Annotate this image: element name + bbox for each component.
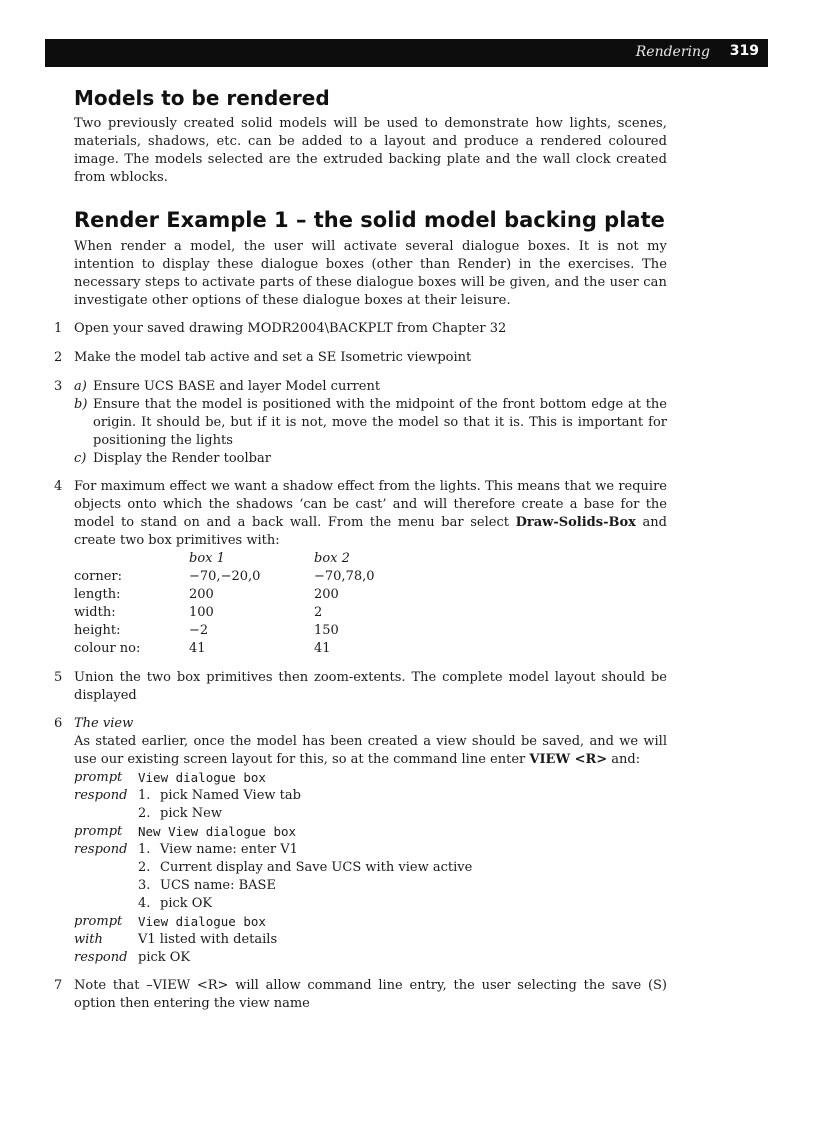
table-cell: colour no: (74, 641, 141, 656)
table-row (74, 604, 375, 622)
render-intro-paragraph: When render a model, the user will activate several dialogue boxes. It is not my intention to display these dialogue boxes (other than Render) in the exercises. The necessary steps to activate parts of these dialogue boxes will be given, and the user can investigate other options of these dialogue boxes at their leisure. (74, 239, 667, 308)
step-number: 4 (54, 479, 63, 494)
step-text: Make the model tab active and set a SE Isometric viewpoint (74, 350, 472, 365)
step-1 (54, 320, 667, 338)
step-text: As stated earlier, once the model has been created a view should be saved, and we will use our existing screen layout for this, so at the command line enter (74, 734, 667, 767)
sub-letter: c) (74, 451, 87, 466)
list-text: pick Named View tab (160, 788, 301, 803)
step-3b (74, 396, 667, 450)
step-6-title: The view (74, 716, 134, 731)
dialogue-key: prompt (74, 914, 123, 929)
step-number: 1 (54, 321, 63, 336)
dialogue-key: prompt (74, 770, 123, 785)
dialogue-value (138, 787, 472, 823)
command-view: VIEW <R> (529, 752, 608, 767)
table-row (74, 622, 375, 640)
list-text: pick New (160, 806, 222, 821)
step-text-end: and create two box primitives with: (74, 515, 668, 548)
table-cell: height: (74, 623, 121, 638)
dialogue-value (138, 841, 472, 913)
dialogue-row (74, 913, 472, 931)
table-cell: 100 (189, 605, 214, 620)
dialogue-row (74, 769, 472, 787)
section-heading-models: Models to be rendered (74, 86, 330, 110)
table-cell: corner: (74, 569, 122, 584)
dialogue-value: View dialogue box (138, 770, 266, 785)
table-cell: −70,78,0 (314, 569, 375, 584)
step-text-end: and: (607, 752, 641, 767)
box-primitives-table (74, 550, 375, 658)
dialogue-row (74, 823, 472, 841)
step-text: Note that –VIEW <R> will allow command line entry, the user selecting the save (S) option then entering the view name (74, 978, 667, 1011)
table-row (74, 640, 375, 658)
table-cell: −70,−20,0 (189, 569, 261, 584)
section-heading-render-example: Render Example 1 – the solid model backing plate (74, 208, 665, 232)
list-number: 1. (138, 788, 151, 803)
table-header-cell: box 2 (314, 551, 350, 566)
page-content (54, 85, 668, 1013)
menu-command: Draw-Solids-Box (515, 515, 636, 530)
table-row (74, 586, 375, 604)
step-2 (54, 349, 667, 367)
list-text: View name: enter V1 (160, 842, 298, 857)
table-cell: −2 (189, 623, 209, 638)
models-paragraph: Two previously created solid models will be used to demonstrate how lights, scenes, materials, shadows, etc. can be added to a layout and produce a rendered coloured image. The models selected are the extruded backing plate and the wall clock created from wblocks. (74, 116, 667, 185)
dialogue-key: respond (74, 950, 128, 965)
running-header-section: Rendering (635, 44, 710, 60)
dialogue-row (74, 787, 472, 823)
dialogue-row (74, 931, 472, 949)
step-number: 6 (54, 716, 63, 731)
sub-text: Display the Render toolbar (93, 451, 271, 466)
table-cell: width: (74, 605, 116, 620)
list-number: 3. (138, 878, 151, 893)
table-cell: 200 (189, 587, 214, 602)
table-cell: 41 (314, 641, 331, 656)
step-7 (54, 977, 667, 1013)
dialogue-key: respond (74, 788, 128, 803)
list-text: Current display and Save UCS with view active (160, 860, 473, 875)
dialogue-key: prompt (74, 824, 123, 839)
table-cell: 200 (314, 587, 339, 602)
step-6 (54, 715, 667, 967)
sub-letter: b) (74, 397, 88, 412)
step-3a (74, 378, 667, 396)
step-4 (54, 478, 668, 658)
step-3 (54, 378, 667, 468)
step-number: 3 (54, 379, 63, 394)
step-number: 2 (54, 350, 63, 365)
step-3c (74, 450, 667, 468)
dialogue-row (74, 949, 472, 967)
dialogue-value: New View dialogue box (138, 824, 297, 839)
table-cell: length: (74, 587, 121, 602)
page-number: 319 (729, 43, 759, 59)
step-number: 7 (54, 978, 63, 993)
sub-text: Ensure UCS BASE and layer Model current (93, 379, 381, 394)
dialogue-value: V1 listed with details (138, 932, 278, 947)
dialogue-sequence (74, 769, 472, 967)
step-5 (54, 669, 667, 705)
list-number: 4. (138, 896, 151, 911)
list-text: UCS name: BASE (160, 878, 276, 893)
table-header-cell: box 1 (189, 551, 225, 566)
sub-letter: a) (74, 379, 87, 394)
table-row (74, 568, 375, 586)
list-number: 2. (138, 806, 151, 821)
dialogue-value: pick OK (138, 950, 191, 965)
sub-text: Ensure that the model is positioned with the midpoint of the front bottom edge at the origin. It should be, but if it is not, move the model so that it is. This is important for positioning the lights (93, 397, 667, 448)
dialogue-value: View dialogue box (138, 914, 266, 929)
step-text: Union the two box primitives then zoom-extents. The complete model layout should be displayed (74, 670, 667, 703)
table-cell: 2 (314, 605, 323, 620)
table-cell: 41 (189, 641, 206, 656)
table-header-cell (74, 550, 189, 568)
table-cell: 150 (314, 623, 339, 638)
list-number: 2. (138, 860, 151, 875)
dialogue-key: with (74, 932, 103, 947)
list-number: 1. (138, 842, 151, 857)
dialogue-key: respond (74, 842, 128, 857)
step-text: Open your saved drawing MODR2004\BACKPLT from Chapter 32 (74, 321, 507, 336)
dialogue-row (74, 841, 472, 913)
running-header (45, 39, 768, 67)
list-text: pick OK (160, 896, 213, 911)
table-header-row (74, 550, 375, 568)
step-number: 5 (54, 670, 63, 685)
step-text: For maximum effect we want a shadow effect from the lights. This means that we require objects onto which the shadows ‘can be cast’ and will therefore create a base for the model to stand on and a back wall. From the menu bar select (74, 479, 667, 530)
